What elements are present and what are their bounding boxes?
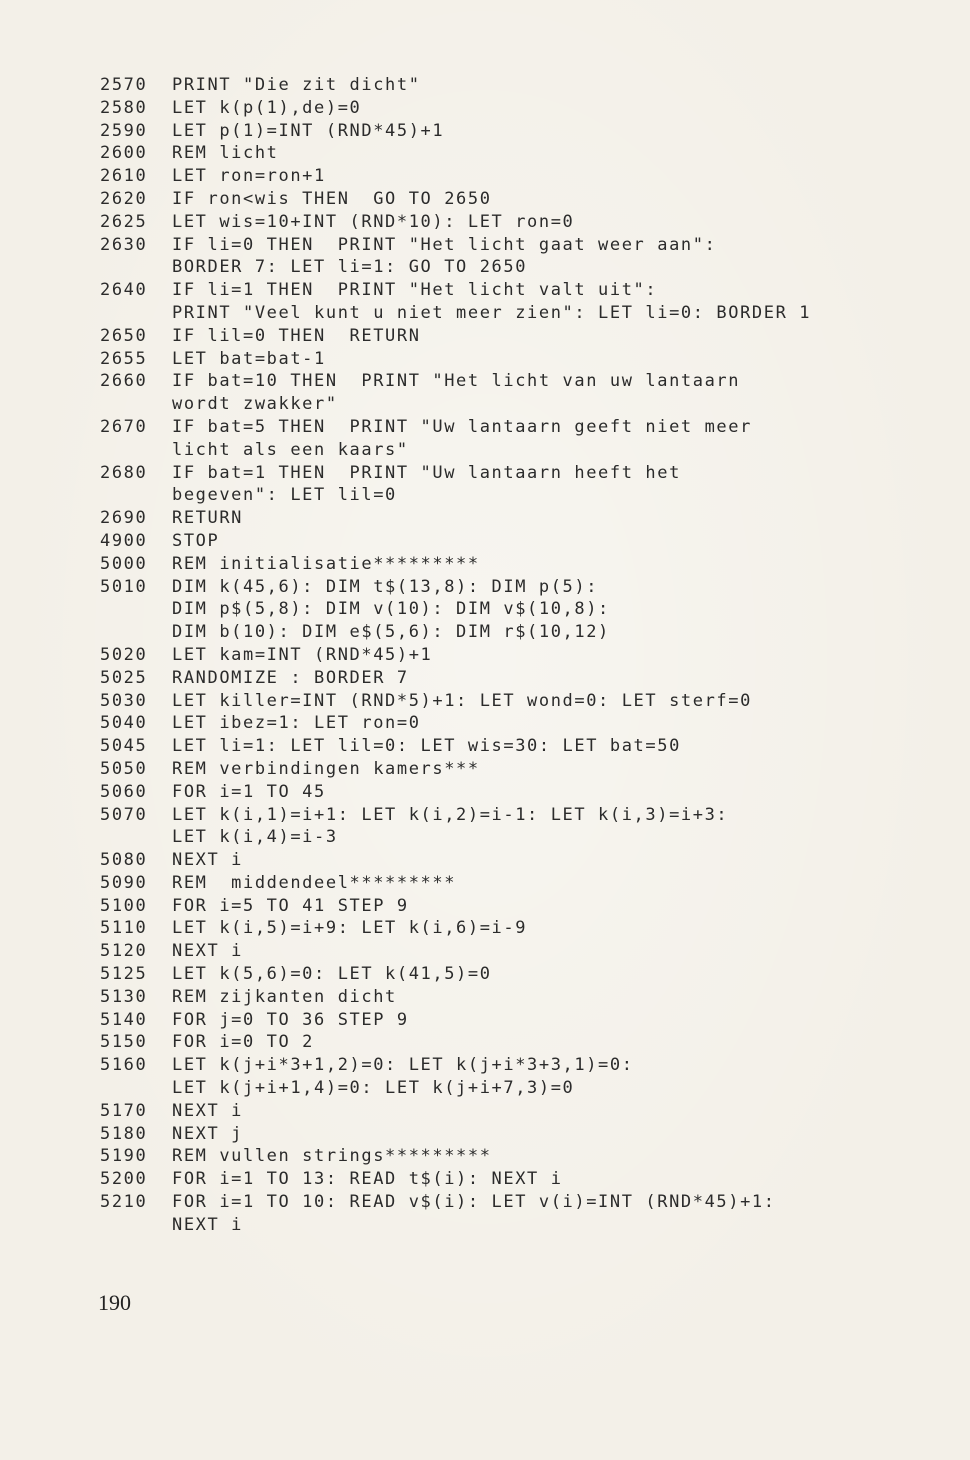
line-number: 5030 (100, 690, 148, 711)
line-code: IF li=0 THEN PRINT "Het licht gaat weer aan": (172, 234, 717, 255)
line-code: REM initialisatie********* (172, 553, 480, 574)
line-number: 5130 (100, 986, 148, 1007)
code-line (100, 781, 940, 804)
code-line (100, 234, 940, 257)
line-number: 2655 (100, 348, 148, 369)
line-code: LET ibez=1: LET ron=0 (172, 713, 421, 734)
line-code: LET k(i,1)=i+1: LET k(i,2)=i-1: LET k(i,3)=i+3: (172, 804, 729, 825)
line-code: wordt zwakker" (172, 394, 338, 415)
line-code: REM vullen strings********* (172, 1146, 492, 1167)
line-number: 2625 (100, 211, 148, 232)
line-number: 2640 (100, 280, 148, 301)
code-line-continuation (100, 598, 940, 621)
line-number: 2630 (100, 234, 148, 255)
line-code: IF li=1 THEN PRINT "Het licht valt uit": (172, 280, 658, 301)
code-line (100, 872, 940, 895)
line-code: NEXT i (172, 1214, 244, 1235)
code-line (100, 917, 940, 940)
line-code: FOR i=5 TO 41 STEP 9 (172, 895, 409, 916)
line-number: 5045 (100, 736, 148, 757)
line-code: DIM p$(5,8): DIM v(10): DIM v$(10,8): (172, 599, 610, 620)
line-code: NEXT i (172, 850, 244, 871)
line-code: PRINT "Die zit dicht" (172, 75, 421, 95)
line-code: LET killer=INT (RND*5)+1: LET wond=0: LET sterf=0 (172, 690, 752, 711)
code-line (100, 712, 940, 735)
line-code: IF bat=1 THEN PRINT "Uw lantaarn heeft het (172, 462, 681, 483)
line-code: PRINT "Veel kunt u niet meer zien": LET li=0: BORDER 1 (172, 302, 812, 323)
line-code: FOR j=0 TO 36 STEP 9 (172, 1009, 409, 1030)
line-number: 5100 (100, 895, 148, 916)
line-code: LET k(j+i*3+1,2)=0: LET k(j+i*3+3,1)=0: (172, 1055, 634, 1076)
line-number: 5180 (100, 1123, 148, 1144)
code-line (100, 211, 940, 234)
line-code: REM middendeel********* (172, 872, 457, 893)
code-line (100, 644, 940, 667)
line-code: DIM k(45,6): DIM t$(13,8): DIM p(5): (172, 576, 599, 597)
line-number: 5125 (100, 964, 148, 985)
code-line (100, 1100, 940, 1123)
line-code: IF bat=10 THEN PRINT "Het licht van uw lantaarn (172, 371, 741, 392)
code-line (100, 986, 940, 1009)
line-number: 4900 (100, 530, 148, 551)
line-code: LET k(5,6)=0: LET k(41,5)=0 (172, 964, 492, 985)
line-code: LET k(i,4)=i-3 (172, 827, 338, 848)
code-line (100, 97, 940, 120)
line-number: 2670 (100, 416, 148, 437)
line-number: 5140 (100, 1009, 148, 1030)
line-number: 5080 (100, 850, 148, 871)
line-code: RETURN (172, 508, 244, 529)
line-number: 2580 (100, 97, 148, 118)
code-line-continuation (100, 484, 940, 507)
code-line (100, 667, 940, 690)
line-code: LET k(j+i+1,4)=0: LET k(j+i+7,3)=0 (172, 1078, 575, 1099)
code-line (100, 1054, 940, 1077)
code-line (100, 1009, 940, 1032)
line-number: 5120 (100, 941, 148, 962)
line-number: 2660 (100, 371, 148, 392)
code-line (100, 849, 940, 872)
code-line-continuation (100, 621, 940, 644)
line-code: FOR i=0 TO 2 (172, 1032, 315, 1053)
line-number: 2590 (100, 120, 148, 141)
code-line (100, 690, 940, 713)
line-number: 5000 (100, 553, 148, 574)
code-line (100, 142, 940, 165)
line-number: 5025 (100, 667, 148, 688)
code-line (100, 553, 940, 576)
line-code: begeven": LET lil=0 (172, 485, 397, 506)
code-line-continuation (100, 1077, 940, 1100)
line-code: RANDOMIZE : BORDER 7 (172, 667, 409, 688)
line-code: licht als een kaars" (172, 439, 409, 460)
line-code: FOR i=1 TO 13: READ t$(i): NEXT i (172, 1169, 563, 1190)
line-code: IF bat=5 THEN PRINT "Uw lantaarn geeft niet meer (172, 416, 752, 437)
code-line (100, 120, 940, 143)
line-code: LET p(1)=INT (RND*45)+1 (172, 120, 445, 141)
line-code: NEXT i (172, 1100, 244, 1121)
line-number: 2570 (100, 75, 148, 95)
code-line (100, 462, 940, 485)
code-line-continuation (100, 302, 940, 325)
line-code: NEXT j (172, 1123, 244, 1144)
line-code: LET k(p(1),de)=0 (172, 97, 362, 118)
code-line-continuation (100, 826, 940, 849)
code-line (100, 1168, 940, 1191)
line-number: 2650 (100, 325, 148, 346)
line-code: LET kam=INT (RND*45)+1 (172, 644, 433, 665)
line-number: 5040 (100, 713, 148, 734)
line-number: 2600 (100, 143, 148, 164)
line-code: REM licht (172, 143, 279, 164)
line-number: 5090 (100, 872, 148, 893)
page-number: 190 (98, 1290, 131, 1315)
code-line (100, 165, 940, 188)
code-line (100, 507, 940, 530)
line-number: 5070 (100, 804, 148, 825)
code-line-continuation (100, 256, 940, 279)
line-number: 5170 (100, 1100, 148, 1121)
line-code: LET bat=bat-1 (172, 348, 326, 369)
code-line (100, 325, 940, 348)
code-line (100, 1031, 940, 1054)
line-code: LET k(i,5)=i+9: LET k(i,6)=i-9 (172, 918, 528, 939)
code-line-continuation (100, 393, 940, 416)
code-line (100, 74, 940, 97)
code-line (100, 758, 940, 781)
code-line (100, 1123, 940, 1146)
line-number: 5050 (100, 758, 148, 779)
line-number: 5020 (100, 644, 148, 665)
line-number: 5150 (100, 1032, 148, 1053)
code-line (100, 370, 940, 393)
code-line (100, 279, 940, 302)
line-code: FOR i=1 TO 45 (172, 781, 326, 802)
code-line-continuation (100, 1214, 940, 1237)
line-code: REM zijkanten dicht (172, 986, 397, 1007)
code-line (100, 1191, 940, 1214)
line-number: 5060 (100, 781, 148, 802)
line-code: LET wis=10+INT (RND*10): LET ron=0 (172, 211, 575, 232)
line-code: FOR i=1 TO 10: READ v$(i): LET v(i)=INT (RND*45)+1: (172, 1192, 776, 1213)
line-code: NEXT i (172, 941, 244, 962)
code-line (100, 895, 940, 918)
line-code: REM verbindingen kamers*** (172, 758, 480, 779)
line-number: 5010 (100, 576, 148, 597)
code-line (100, 735, 940, 758)
line-number: 5210 (100, 1192, 148, 1213)
code-line (100, 963, 940, 986)
line-number: 2620 (100, 188, 148, 209)
code-line-continuation (100, 439, 940, 462)
line-number: 2610 (100, 166, 148, 187)
line-code: IF ron<wis THEN GO TO 2650 (172, 188, 492, 209)
line-number: 2680 (100, 462, 148, 483)
code-line (100, 530, 940, 553)
code-line (100, 416, 940, 439)
code-line (100, 576, 940, 599)
line-code: STOP (172, 530, 220, 551)
line-number: 5190 (100, 1146, 148, 1167)
code-line (100, 804, 940, 827)
line-code: LET li=1: LET lil=0: LET wis=30: LET bat=50 (172, 736, 681, 757)
line-code: LET ron=ron+1 (172, 166, 326, 187)
basic-program-listing (100, 74, 940, 1237)
line-code: BORDER 7: LET li=1: GO TO 2650 (172, 257, 528, 278)
line-number: 5110 (100, 918, 148, 939)
code-line (100, 1145, 940, 1168)
code-line (100, 940, 940, 963)
line-code: DIM b(10): DIM e$(5,6): DIM r$(10,12) (172, 622, 610, 643)
line-number: 5200 (100, 1169, 148, 1190)
code-line (100, 188, 940, 211)
line-number: 5160 (100, 1055, 148, 1076)
code-line (100, 348, 940, 371)
line-number: 2690 (100, 508, 148, 529)
line-code: IF lil=0 THEN RETURN (172, 325, 421, 346)
